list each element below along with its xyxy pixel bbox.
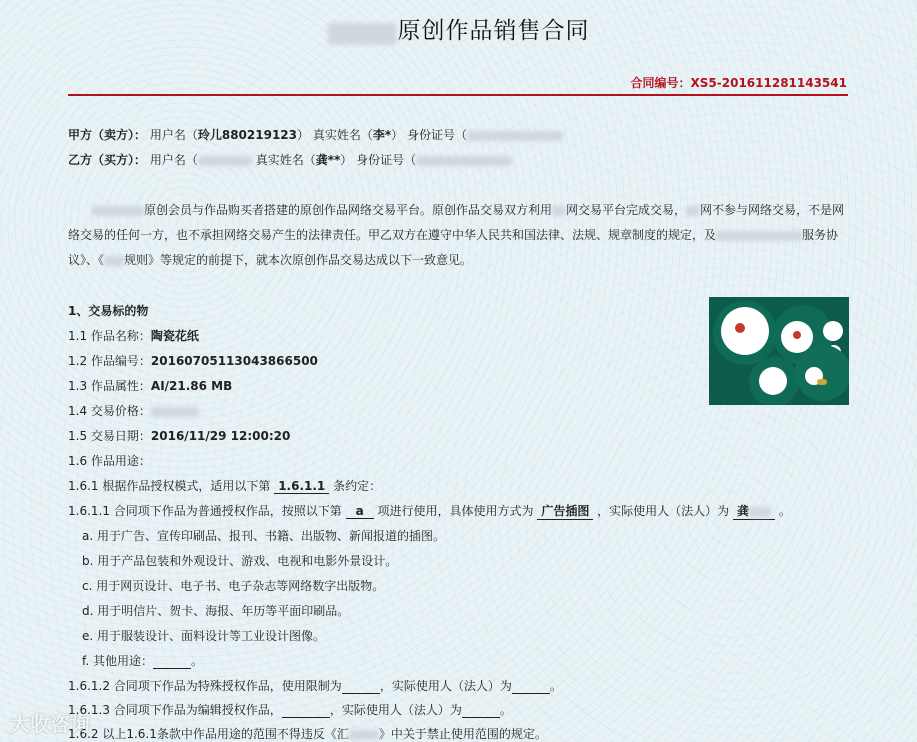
- clause-1611-user: 龚: [733, 502, 775, 520]
- artwork-attr: AI/21.86 MB: [150, 379, 233, 393]
- artwork-name: 陶瓷花纸: [150, 329, 199, 343]
- intro-paragraph: 原创会员与作品购买者搭建的原创作品网络交易平台。原创作品交易双方利用 网交易平台完成交易， 网不参与网络交易，不是网络交易的任何一方，也不承担网络交易产生的法律责任。甲乙双方在遵守中华人民共和国法律、法规、规章制度的规定，及 服务协议》、《 规则》等规定的前提下，就本次原创作品交易达成以下一致意见。: [68, 203, 845, 267]
- watermark: 大收咨询: [10, 712, 90, 736]
- clause-162: 1.6.2 以上1.6.1条款中作品用途的范围不得违反《汇 》中关于禁止使用范围的规定。: [68, 727, 547, 741]
- party-a-username: 玲儿880219123: [197, 128, 298, 142]
- redacted-username-b: [198, 156, 252, 166]
- usage-item-b: b. 用于产品包装和外观设计、游戏、电视和电影外景设计。: [82, 554, 398, 568]
- usage-line: 1.6 作品用途：: [68, 454, 151, 468]
- artwork-thumbnail: [709, 297, 849, 405]
- artwork-number: 20160705113043866500: [150, 354, 318, 368]
- clause-1613: 1.6.1.3 合同项下作品为编辑授权作品， ，实际使用人（法人）为 。: [68, 703, 512, 717]
- trade-date: 2016/11/29 12:00:20: [150, 429, 291, 443]
- party-a-realname: 李*: [372, 128, 392, 142]
- party-a-line: 甲方（卖方）： 用户名（玲儿880219123） 真实姓名（李*） 身份证号（: [68, 126, 563, 143]
- artwork-attr-line: 1.3 作品属性：AI/21.86 MB: [68, 379, 233, 393]
- redacted-site-name: [328, 23, 396, 45]
- clause-1611-item: a: [346, 504, 374, 519]
- party-a-label: 甲方（卖方）：: [68, 128, 147, 142]
- clause-161: 1.6.1 根据作品授权模式，适用以下第 1.6.1.1 条约定：: [68, 479, 382, 493]
- artwork-name-line: 1.1 作品名称：陶瓷花纸: [68, 329, 199, 343]
- contract-number: 合同编号：XS5-201611281143541: [630, 76, 847, 90]
- clause-161-value: 1.6.1.1: [274, 479, 329, 494]
- usage-item-f: f. 其他用途： 。: [82, 654, 203, 668]
- contract-title: 原创作品销售合同: [397, 18, 590, 44]
- section-heading: 1、交易标的物: [68, 304, 149, 318]
- document-header: [0, 12, 917, 45]
- party-b-line: 乙方（买方）： 用户名（ 真实姓名（龚**） 身份证号（: [68, 151, 512, 168]
- clause-1611: 1.6.1.1 合同项下作品为普通授权作品，按照以下第 a 项进行使用，具体使用方式为 广告插图 ，实际使用人（法人）为 龚 。: [68, 504, 791, 518]
- party-b-label: 乙方（买方）：: [68, 153, 147, 167]
- clause-1611-way: 广告插图: [537, 502, 593, 520]
- clause-1612: 1.6.1.2 合同项下作品为特殊授权作品，使用限制为 ，实际使用人（法人）为 。: [68, 679, 562, 693]
- usage-item-e: e. 用于服装设计、面料设计等工业设计图像。: [82, 629, 326, 643]
- redacted-price: [151, 407, 199, 417]
- header-divider: [68, 94, 848, 96]
- usage-item-d: d. 用于明信片、贺卡、海报、年历等平面印刷品。: [82, 604, 350, 618]
- redacted-id-a: [467, 131, 563, 141]
- date-line: 1.5 交易日期：2016/11/29 12:00:20: [68, 429, 291, 443]
- party-b-realname: 龚**: [315, 153, 341, 167]
- usage-item-a: a. 用于广告、宣传印刷品、报刊、书籍、出版物、新闻报道的插图。: [82, 529, 445, 543]
- artwork-number-line: 1.2 作品编号：20160705113043866500: [68, 354, 318, 368]
- redacted-id-b: [416, 156, 512, 166]
- price-line: 1.4 交易价格：: [68, 402, 199, 419]
- usage-item-c: c. 用于网页设计、电子书、电子杂志等网络数字出版物。: [82, 579, 385, 593]
